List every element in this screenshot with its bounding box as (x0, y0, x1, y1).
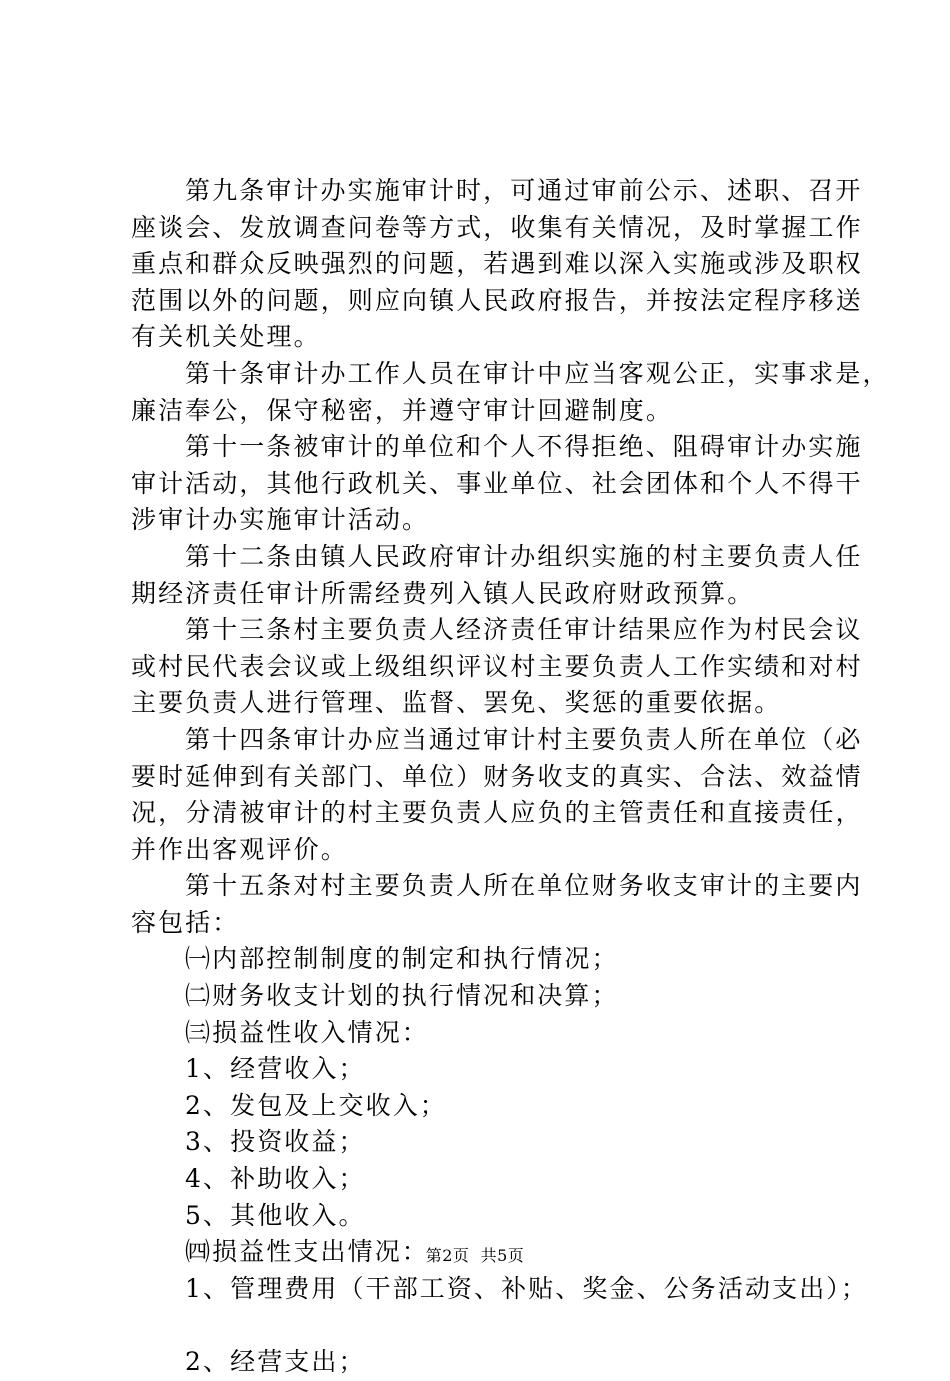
paragraph-line: 范围以外的问题，则应向镇人民政府报告，并按法定程序移送 (131, 285, 863, 315)
paragraph-line: 第九条审计办实施审计时，可通过审前公示、述职、召开 (185, 176, 863, 205)
blank-line (131, 1307, 851, 1344)
paragraph-line: 1、经营收入； (185, 1054, 366, 1084)
paragraph-line: 并作出客观评价。 (131, 834, 348, 864)
paragraph-line: 1、管理费用（干部工资、补贴、奖金、公务活动支出）； (185, 1273, 869, 1303)
paragraph-line: ㈢损益性收入情况： (185, 1017, 429, 1047)
paragraph-line: 第十二条由镇人民政府审计办组织实施的村主要负责人任 (185, 541, 863, 571)
paragraph-line: 2、经营支出； (185, 1347, 366, 1376)
paragraph-line: 要时延伸到有关部门、单位）财务收支的真实、合法、效益情 (131, 761, 863, 791)
paragraph-line: 第十一条被审计的单位和个人不得拒绝、阻碍审计办实施 (185, 432, 863, 462)
paragraph-line: 涉审计办实施审计活动。 (131, 505, 430, 535)
paragraph-line: 期经济责任审计所需经费列入镇人民政府财政预算。 (131, 578, 755, 608)
paragraph-line: 4、补助收入； (185, 1164, 366, 1194)
paragraph-line: 或村民代表会议或上级组织评议村主要负责人工作实绩和对村 (131, 651, 863, 681)
paragraph-line: 2、发包及上交收入； (185, 1090, 447, 1120)
paragraph-line: ㈡财务收支计划的执行情况和决算； (185, 981, 619, 1011)
paragraph-line: 3、投资收益； (185, 1127, 366, 1157)
paragraph-line: 审计活动，其他行政机关、事业单位、社会团体和个人不得干 (131, 468, 863, 498)
paragraph-line: ㈠内部控制制度的制定和执行情况； (185, 944, 619, 974)
paragraph-line: 廉洁奉公，保守秘密，并遵守审计回避制度。 (131, 395, 674, 425)
paragraph-line: 座谈会、发放调查问卷等方式，收集有关情况，及时掌握工作 (131, 212, 863, 242)
paragraph-line: 5、其他收入。 (185, 1200, 366, 1230)
paragraph-line: 重点和群众反映强烈的问题，若遇到难以深入实施或涉及职权 (131, 249, 863, 279)
paragraph-line: 第十五条对村主要负责人所在单位财务收支审计的主要内 (185, 871, 863, 901)
paragraph-line: 主要负责人进行管理、监督、罢免、奖惩的重要依据。 (131, 688, 782, 718)
document-body (131, 173, 890, 1381)
paragraph-line: 况，分清被审计的村主要负责人应负的主管责任和直接责任， (131, 798, 863, 828)
paragraph-line: 第十四条审计办应当通过审计村主要负责人所在单位（必 (185, 724, 863, 754)
paragraph-line: 第十条审计办工作人员在审计中应当客观公正，实事求是， (185, 358, 890, 388)
paragraph-line: 第十三条村主要负责人经济责任审计结果应作为村民会议 (185, 615, 863, 645)
paragraph-line: 容包括： (131, 907, 240, 937)
paragraph-line: 有关机关处理。 (131, 322, 321, 352)
page-footer: 第2页 共5页 (425, 1246, 525, 1265)
paragraph-line: ㈣损益性支出情况： (185, 1237, 429, 1267)
